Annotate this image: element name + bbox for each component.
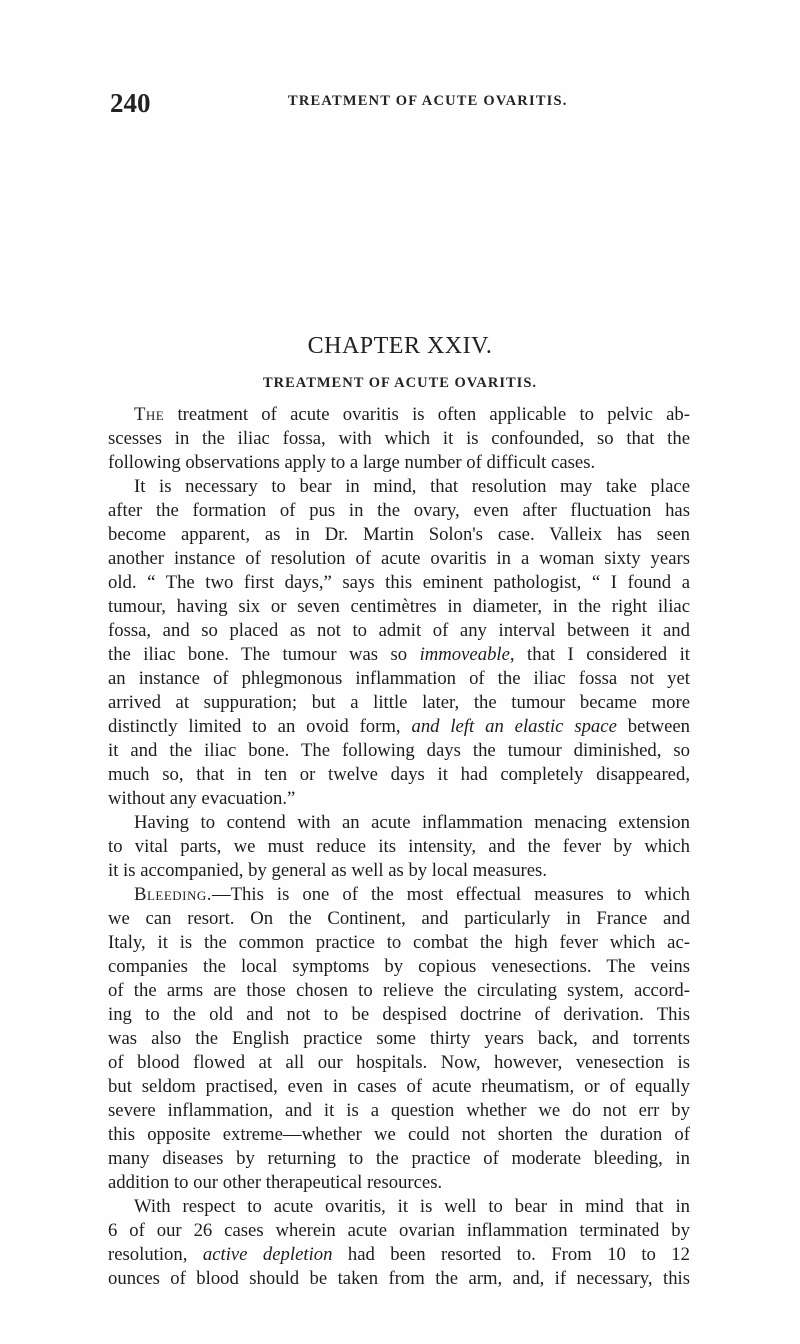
text-line: this opposite extreme—whether we could not shorten the duration of [108, 1124, 690, 1145]
text-line: another instance of resolution of acute ovaritis in a woman sixty years [108, 548, 690, 569]
text-line: an instance of phlegmonous inflammation of the iliac fossa not yet [108, 668, 690, 689]
text-line: Bleeding.—This is one of the most effectual measures to which [134, 884, 690, 905]
text-line: tumour, having six or seven centimètres in diameter, in the right iliac [108, 596, 690, 617]
text-line: The treatment of acute ovaritis is often applicable to pelvic ab- [134, 404, 690, 425]
text-line: of the arms are those chosen to relieve the circulating system, accord- [108, 980, 690, 1001]
text-line: It is necessary to bear in mind, that resolution may take place [134, 476, 690, 497]
text-line: addition to our other therapeutical resources. [108, 1172, 443, 1193]
text-line: severe inflammation, and it is a question whether we do not err by [108, 1100, 690, 1121]
text-line: 6 of our 26 cases wherein acute ovarian inflammation terminated by [108, 1220, 690, 1241]
text-line: after the formation of pus in the ovary, even after fluctuation has [108, 500, 690, 521]
text-line: without any evacuation.” [108, 788, 296, 809]
page-number: 240 [110, 88, 151, 118]
text-line: ounces of blood should be taken from the arm, and, if necessary, this [108, 1268, 690, 1289]
text-line: old. “ The two first days,” says this eminent pathologist, “ I found a [108, 572, 690, 593]
text-line: but seldom practised, even in cases of acute rheumatism, or of equally [108, 1076, 690, 1097]
text-line: it and the iliac bone. The following days the tumour diminished, so [108, 740, 690, 761]
text-line: become apparent, as in Dr. Martin Solon's case. Valleix has seen [108, 524, 690, 545]
text-line: Italy, it is the common practice to combat the high fever which ac- [108, 932, 690, 953]
text-line: was also the English practice some thirty years back, and torrents [108, 1028, 690, 1049]
text-line: Having to contend with an acute inflammation menacing extension [134, 812, 690, 833]
chapter-heading: CHAPTER XXIV. [307, 333, 493, 359]
text-line: scesses in the iliac fossa, with which it is confounded, so that the [108, 428, 690, 449]
text-line: it is accompanied, by general as well as by local measures. [108, 860, 548, 881]
text-line: ing to the old and not to be despised doctrine of derivation. This [108, 1004, 690, 1025]
text-line: fossa, and so placed as not to admit of any interval between it and [108, 620, 690, 641]
chapter-subtitle: TREATMENT OF ACUTE OVARITIS. [262, 375, 538, 391]
text-line: With respect to acute ovaritis, it is well to bear in mind that in [134, 1196, 690, 1217]
section-heading: Bleeding. [134, 884, 212, 905]
drop-word: The [134, 404, 165, 425]
text-line: of blood flowed at all our hospitals. Now, however, venesection is [108, 1052, 690, 1073]
text-line: resolution, active depletion had been resorted to. From 10 to 12 [108, 1244, 690, 1265]
text-line: we can resort. On the Continent, and particularly in France and [108, 908, 690, 929]
text-line: much so, that in ten or twelve days it had completely disappeared, [108, 764, 690, 785]
running-head [110, 88, 690, 118]
text-line: following observations apply to a large number of difficult cases. [108, 452, 596, 473]
text-line: distinctly limited to an ovoid form, and left an elastic space between [108, 716, 690, 737]
running-title: TREATMENT OF ACUTE OVARITIS. [288, 93, 568, 109]
text-line: many diseases by returning to the practice of moderate bleeding, in [108, 1148, 690, 1169]
text-line: the iliac bone. The tumour was so immoveable, that I considered it [108, 644, 690, 665]
body-text [108, 403, 690, 1291]
text-line: companies the local symptoms by copious venesections. The veins [108, 956, 690, 977]
text-line: arrived at suppuration; but a little later, the tumour became more [108, 692, 690, 713]
text-line: to vital parts, we must reduce its intensity, and the fever by which [108, 836, 690, 857]
